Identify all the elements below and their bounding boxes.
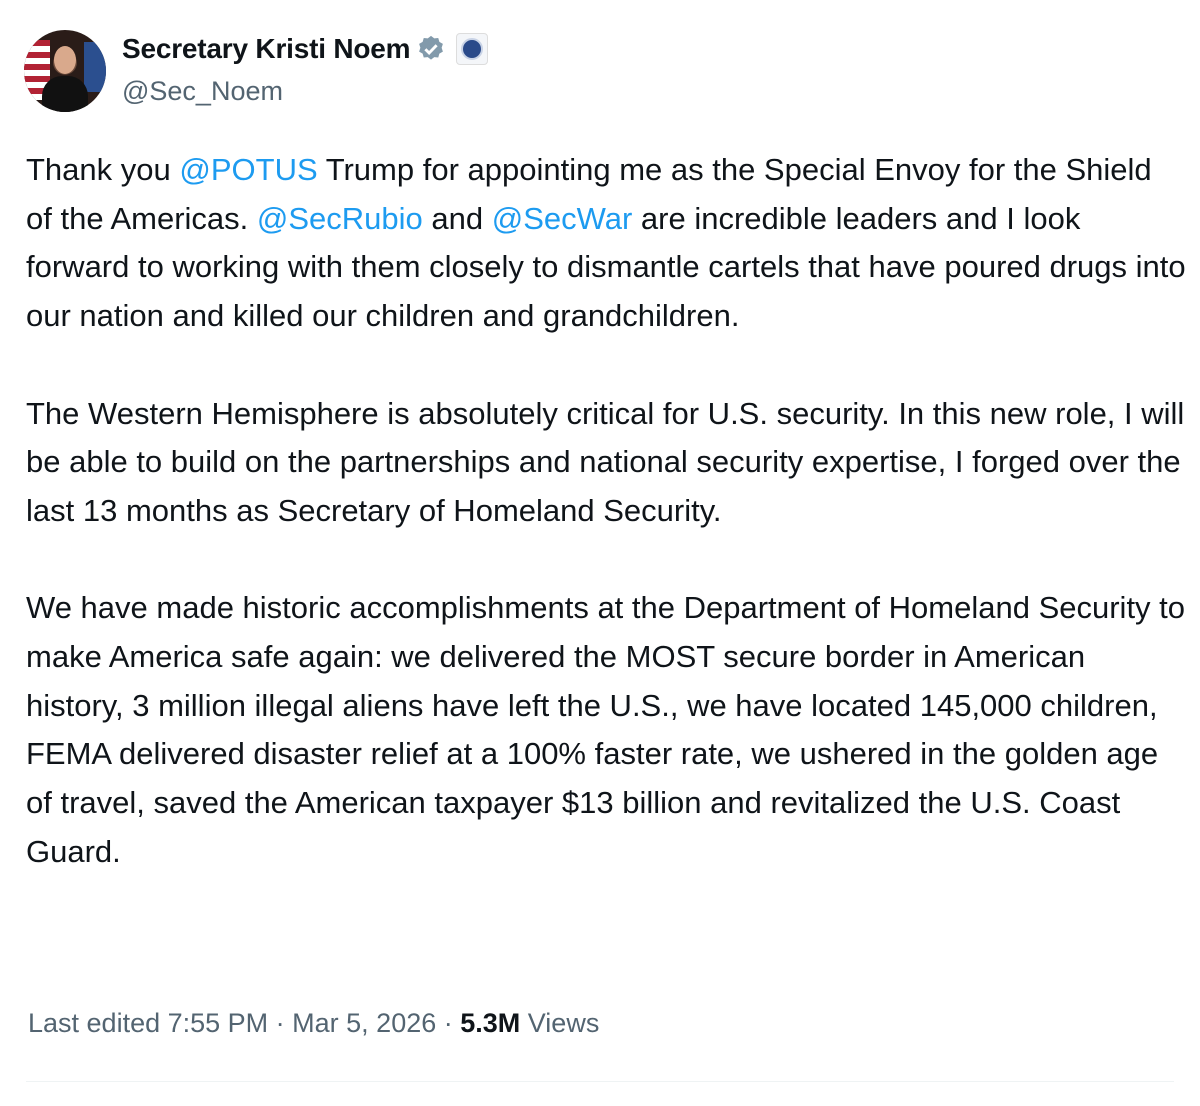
verified-badge-icon[interactable] bbox=[416, 34, 446, 64]
mention-secrubio[interactable]: @SecRubio bbox=[256, 200, 423, 236]
paragraph-2: The Western Hemisphere is absolutely critical for U.S. security. In this new role, I will be able to build on the partnerships and national security expertise, I forged over the last 13 months as Secretary of Homeland Security. bbox=[26, 395, 1185, 528]
mention-potus[interactable]: @POTUS bbox=[179, 152, 318, 187]
text-segment: Trump for appointing me as the Special Envoy for the Shield of the Americas. bbox=[26, 152, 1152, 236]
mention-secwar[interactable]: @SecWar bbox=[491, 200, 633, 236]
divider bbox=[26, 1081, 1174, 1082]
tweet-text bbox=[26, 146, 1186, 925]
dhs-affiliation-icon[interactable] bbox=[456, 33, 488, 65]
paragraph-1 bbox=[26, 146, 1186, 341]
tweet-meta bbox=[28, 1008, 599, 1039]
edited-time[interactable]: Last edited 7:55 PM bbox=[28, 1008, 269, 1038]
avatar[interactable] bbox=[24, 30, 106, 112]
views-label: Views bbox=[520, 1008, 600, 1038]
avatar-face bbox=[54, 46, 76, 74]
author-name[interactable]: Secretary Kristi Noem bbox=[122, 33, 411, 64]
paragraph-3: We have made historic accomplishments at the Department of Homeland Security to make America safe again: we delivered the MOST secure border in American history, 3 million illegal aliens have left the U.S., we have located 145,000 children, FEMA delivered disaster relief at a 100% faster rate, we ushered in the golden age of travel, saved the American taxpayer $13 billion and revitalized the U.S. Coast Guard. bbox=[26, 590, 1186, 869]
text-segment: are incredible leaders and I look forward to working with them closely to dismantle cartels that have poured drugs into our nation and killed our children and grandchildren. bbox=[26, 200, 1186, 334]
avatar-body bbox=[42, 76, 88, 112]
author-row bbox=[122, 33, 488, 65]
separator: · bbox=[268, 1008, 293, 1038]
text-segment: Thank you bbox=[26, 152, 180, 187]
views-count: 5.3M bbox=[460, 1008, 521, 1038]
text-segment: and bbox=[422, 200, 492, 236]
tweet-date[interactable]: Mar 5, 2026 bbox=[292, 1008, 437, 1038]
avatar-dhs-flag bbox=[84, 42, 106, 92]
separator: · bbox=[436, 1008, 461, 1038]
author-handle[interactable]: @Sec_Noem bbox=[122, 76, 283, 106]
